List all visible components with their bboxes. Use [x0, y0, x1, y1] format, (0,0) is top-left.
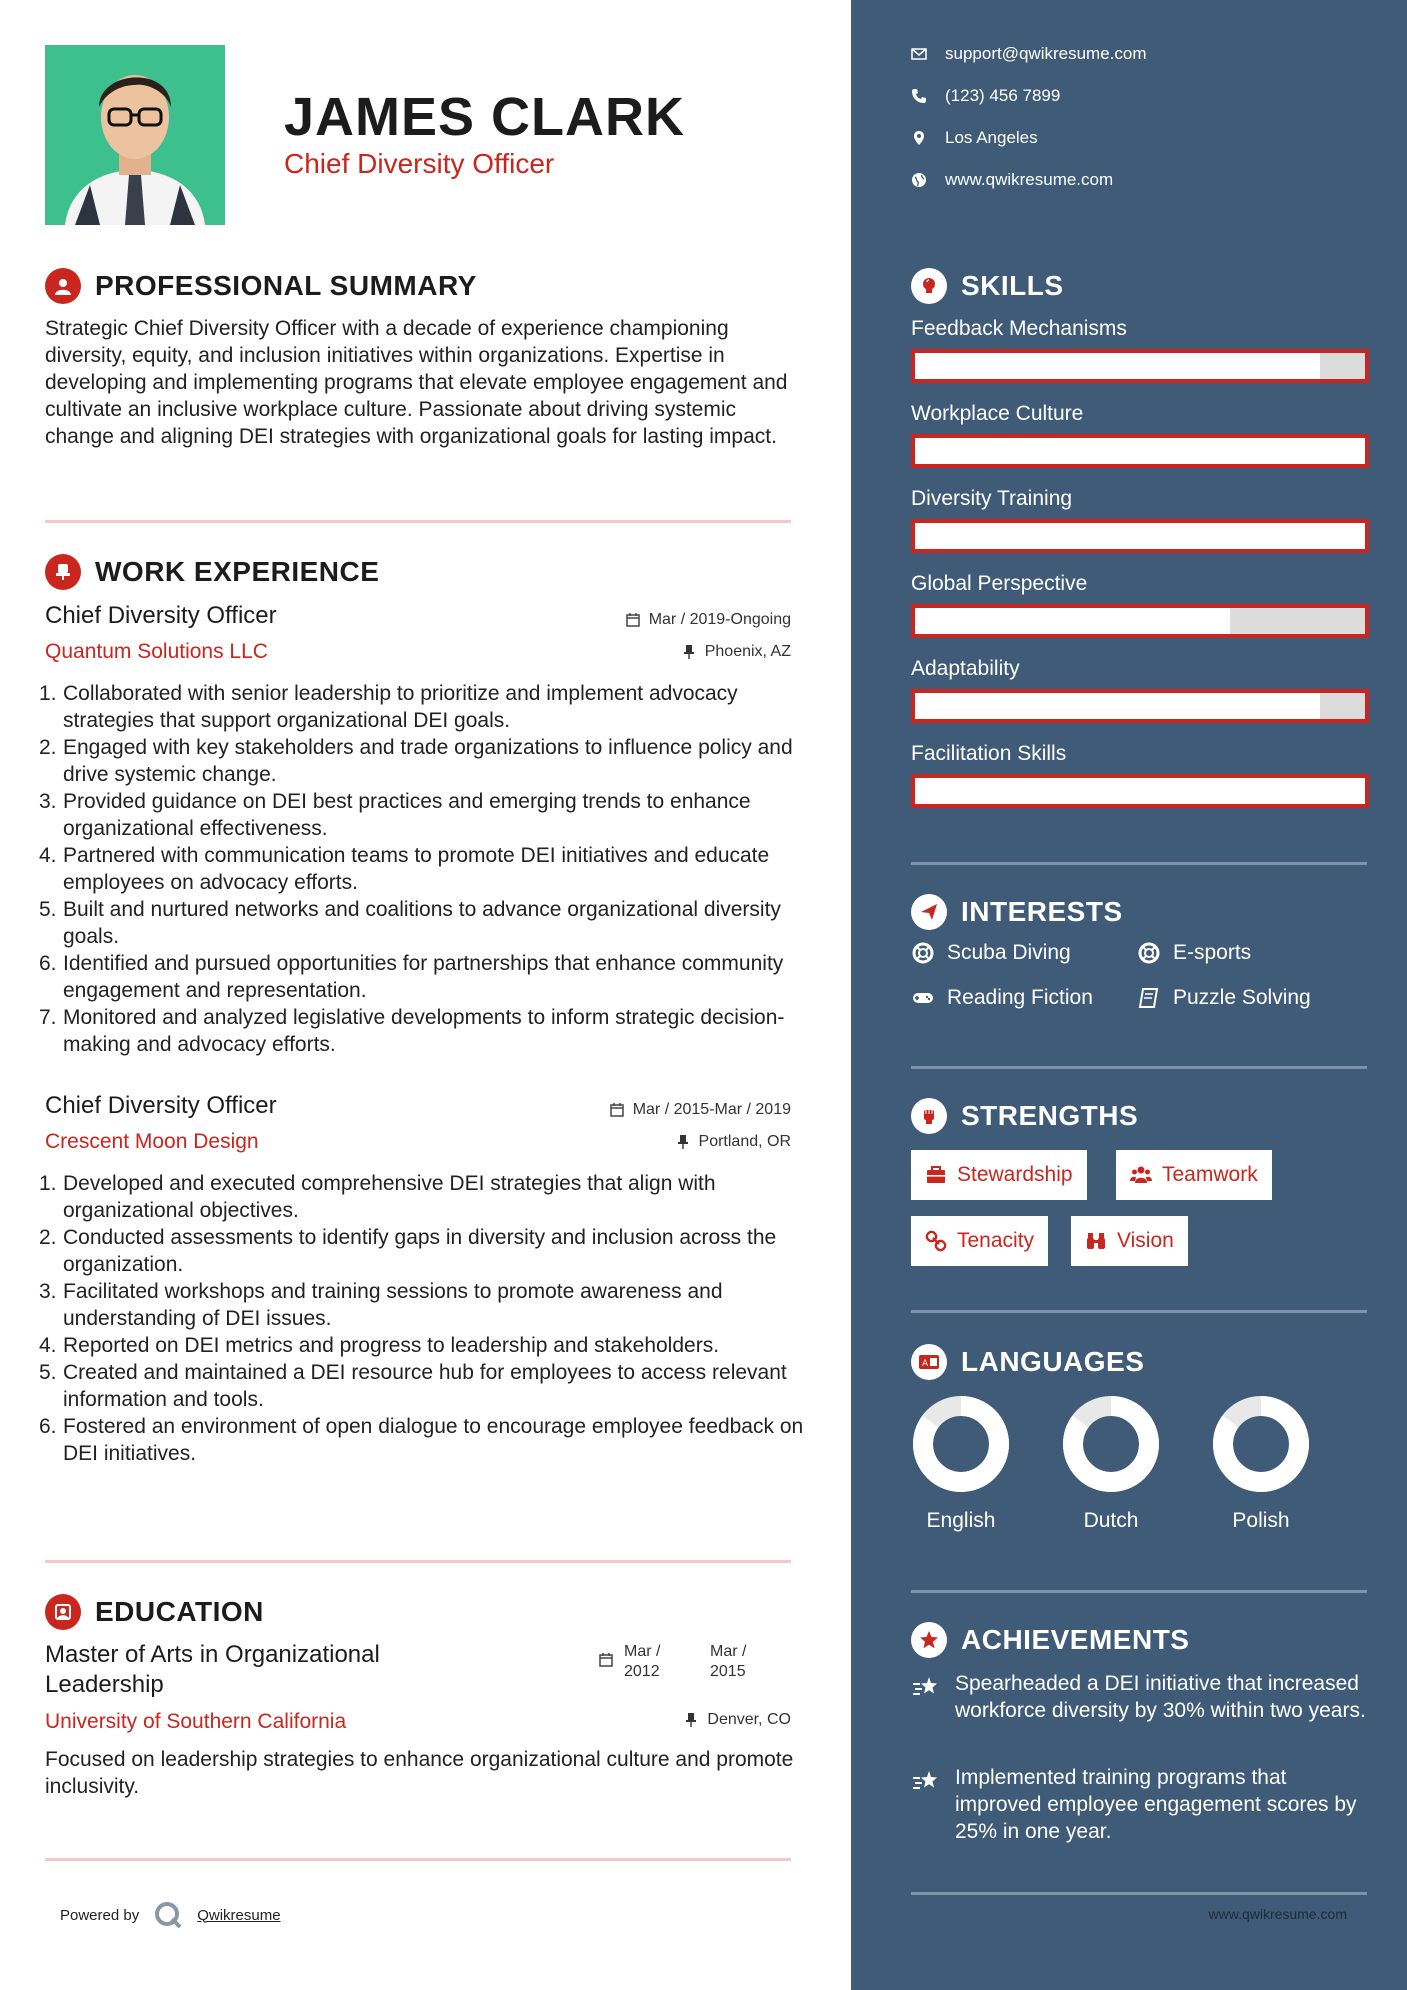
life-ring-icon	[1137, 941, 1161, 965]
achievement-text: Spearheaded a DEI initiative that increased workforce diversity by 30% within two years.	[955, 1672, 1366, 1722]
map-marker-icon	[911, 130, 927, 146]
pin-icon	[675, 1134, 691, 1150]
job-title: Chief Diversity Officer	[45, 1092, 277, 1119]
list-item: 5. Created and maintained a DEI resource hub for employees to access relevant information and tools.	[39, 1361, 787, 1411]
contact-email	[911, 44, 1147, 64]
interests-heading: INTERESTS	[961, 896, 1123, 927]
job-location	[675, 1133, 791, 1151]
school-name: University of Southern California	[45, 1710, 347, 1733]
users-icon	[1130, 1164, 1152, 1186]
interest-label: Reading Fiction	[947, 986, 1093, 1009]
achievement-item	[911, 1670, 1367, 1724]
qwikresume-logo-icon	[153, 1900, 183, 1930]
contact-phone	[911, 86, 1060, 106]
list-item: 4. Partnered with communication teams to promote DEI initiatives and educate employees on advocacy efforts.	[39, 844, 770, 894]
fist-icon	[911, 1098, 947, 1134]
strengths-heading: STRENGTHS	[961, 1100, 1139, 1131]
skill-name: Adaptability	[911, 657, 1020, 680]
language-item	[906, 1396, 1016, 1533]
job-date	[609, 1101, 791, 1119]
strength-label: Stewardship	[957, 1163, 1073, 1186]
calendar-icon	[609, 1102, 625, 1118]
skill-name: Facilitation Skills	[911, 742, 1067, 765]
powered-by-label: Powered by	[60, 1906, 140, 1924]
contact-website-text[interactable]: www.qwikresume.com	[945, 170, 1114, 189]
language-donut-chart	[1063, 1396, 1159, 1492]
link-icon	[925, 1230, 947, 1252]
skill-bar	[911, 519, 1369, 553]
company-name: Crescent Moon Design	[45, 1130, 259, 1153]
skills-heading: SKILLS	[961, 270, 1064, 301]
language-donut-chart	[913, 1396, 1009, 1492]
phone-icon	[911, 88, 927, 104]
interests-section-header	[911, 894, 1123, 930]
calendar-icon	[598, 1652, 614, 1668]
user-icon	[45, 268, 81, 304]
book-icon	[1137, 986, 1161, 1010]
strength-badge	[911, 1216, 1048, 1266]
company-name: Quantum Solutions LLC	[45, 640, 268, 663]
envelope-icon	[911, 46, 927, 62]
skill-name: Global Perspective	[911, 572, 1088, 595]
translate-icon	[911, 1344, 947, 1380]
powered-by-brand-link[interactable]: Qwikresume	[197, 1906, 281, 1924]
job-title: Chief Diversity Officer	[45, 602, 277, 629]
star-badge-icon	[911, 1622, 947, 1658]
skill-bar-fill	[915, 608, 1230, 634]
achievements-heading: ACHIEVEMENTS	[961, 1624, 1190, 1655]
degree-title: Master of Arts in Organizational Leadership	[45, 1641, 380, 1698]
interest-item	[1137, 986, 1311, 1010]
list-item: 5. Built and nurtured networks and coalitions to advance organizational diversity goals.	[39, 898, 781, 948]
interest-label: Puzzle Solving	[1173, 986, 1311, 1009]
language-name: Dutch	[1083, 1509, 1139, 1532]
edu-location-text: Denver, CO	[707, 1711, 791, 1728]
skills-section-header	[911, 268, 1064, 304]
skill-bar	[911, 689, 1369, 723]
shooting-star-icon	[911, 1766, 941, 1796]
edu-end-date: Mar / 2015	[710, 1643, 747, 1680]
strength-badge	[1071, 1216, 1188, 1266]
binoculars-icon	[1085, 1230, 1107, 1252]
section-divider	[45, 1560, 791, 1563]
skill-name: Workplace Culture	[911, 402, 1084, 425]
strength-label: Vision	[1117, 1229, 1174, 1252]
pin-icon	[683, 1712, 699, 1728]
gamepad-icon	[911, 986, 935, 1010]
languages-section-header	[911, 1344, 1144, 1380]
achievement-text: Implemented training programs that improved employee engagement scores by 25% in one year.	[955, 1766, 1357, 1843]
pin-icon	[681, 644, 697, 660]
summary-section-header	[45, 268, 477, 304]
strength-badge	[1116, 1150, 1272, 1200]
interest-label: Scuba Diving	[947, 941, 1071, 964]
language-name: English	[926, 1509, 996, 1532]
calendar-icon	[625, 612, 641, 628]
svg-text:A: A	[922, 1359, 929, 1369]
summary-heading: PROFESSIONAL SUMMARY	[95, 270, 477, 301]
office-chair-icon	[45, 554, 81, 590]
language-donut-chart	[1213, 1396, 1309, 1492]
skill-name: Diversity Training	[911, 487, 1073, 510]
list-item: 3. Provided guidance on DEI best practices and emerging trends to enhance organizational effectiveness.	[39, 790, 751, 840]
summary-text: Strategic Chief Diversity Officer with a decade of experience championing diversity, equity, and inclusion initiatives within organizations. Expertise in developing and implementing programs that elevate employee engagement and cultivate an inclusive workplace culture. Passionate about driving systemic change and aligning DEI strategies with organizational goals for lasting impact.	[45, 317, 788, 448]
lightbulb-icon	[911, 268, 947, 304]
list-item: 7. Monitored and analyzed legislative developments to inform strategic decision-making and advocacy efforts.	[39, 1006, 785, 1056]
list-item: 1. Developed and executed comprehensive DEI strategies that align with organizational objectives.	[39, 1172, 716, 1222]
skill-bar-fill	[915, 353, 1320, 379]
list-item: 2. Conducted assessments to identify gaps in diversity and inclusion across the organization.	[39, 1226, 777, 1276]
education-section-header	[45, 1594, 264, 1630]
skill-bar	[911, 604, 1369, 638]
job-bullets	[39, 1170, 805, 1467]
footer-url[interactable]: www.qwikresume.com	[1208, 1906, 1347, 1922]
graduate-icon	[45, 1594, 81, 1630]
interest-label: E-sports	[1173, 941, 1252, 964]
job-location	[681, 643, 791, 661]
list-item: 4. Reported on DEI metrics and progress to leadership and stakeholders.	[39, 1334, 720, 1357]
life-ring-icon	[911, 941, 935, 965]
skill-bar	[911, 349, 1369, 383]
section-divider	[911, 1066, 1367, 1069]
globe-icon	[911, 172, 927, 188]
section-divider	[911, 862, 1367, 865]
skill-bar	[911, 774, 1369, 808]
skill-bar-fill	[915, 438, 1365, 464]
strengths-section-header	[911, 1098, 1138, 1134]
experience-heading: WORK EXPERIENCE	[95, 556, 380, 587]
edu-location	[683, 1711, 791, 1729]
list-item: 1. Collaborated with senior leadership to prioritize and implement advocacy strategies that support organizational DEI goals.	[39, 682, 738, 732]
skill-bar-fill	[915, 778, 1365, 804]
education-heading: EDUCATION	[95, 1596, 264, 1627]
list-item: 3. Facilitated workshops and training sessions to promote awareness and understanding of DEI issues.	[39, 1280, 723, 1330]
profile-photo	[45, 45, 225, 225]
strength-label: Tenacity	[957, 1229, 1035, 1252]
contact-location	[911, 128, 1038, 148]
language-item	[1206, 1396, 1316, 1533]
job-bullets	[39, 680, 805, 1058]
section-divider	[911, 1590, 1367, 1593]
contact-website	[911, 170, 1113, 190]
achievements-section-header	[911, 1622, 1189, 1658]
achievement-item	[911, 1764, 1367, 1845]
skill-bar-fill	[915, 523, 1365, 549]
paper-plane-icon	[911, 894, 947, 930]
section-divider	[911, 1310, 1367, 1313]
sidebar	[851, 0, 1407, 1990]
interest-item	[1137, 941, 1251, 965]
briefcase-icon	[925, 1164, 947, 1186]
job-date	[625, 611, 791, 629]
interest-item	[911, 941, 1071, 965]
candidate-name: JAMES CLARK	[284, 87, 686, 147]
job-location-text: Portland, OR	[698, 1133, 791, 1150]
candidate-title: Chief Diversity Officer	[284, 148, 555, 179]
strength-badge	[911, 1150, 1087, 1200]
list-item: 2. Engaged with key stakeholders and trade organizations to influence policy and drive systemic change.	[39, 736, 793, 786]
language-name: Polish	[1232, 1509, 1290, 1532]
section-divider	[45, 520, 791, 523]
skill-name: Feedback Mechanisms	[911, 317, 1127, 340]
shooting-star-icon	[911, 1672, 941, 1702]
edu-description: Focused on leadership strategies to enhance organizational culture and promote inclusivity.	[45, 1748, 794, 1798]
list-item: 6. Fostered an environment of open dialogue to encourage employee feedback on DEI initiatives.	[39, 1415, 804, 1465]
languages-heading: LANGUAGES	[961, 1346, 1145, 1377]
interest-item	[911, 986, 1093, 1010]
skill-bar-fill	[915, 693, 1320, 719]
skill-bar	[911, 434, 1369, 468]
list-item: 6. Identified and pursued opportunities for partnerships that enhance community engagement and representation.	[39, 952, 784, 1002]
section-divider	[911, 1892, 1367, 1895]
powered-by	[60, 1900, 281, 1930]
experience-section-header	[45, 554, 379, 590]
contact-location-text: Los Angeles	[945, 128, 1038, 147]
contact-phone-text[interactable]: (123) 456 7899	[945, 86, 1061, 105]
language-item	[1056, 1396, 1166, 1533]
job-date-text: Mar / 2015-Mar / 2019	[632, 1101, 791, 1118]
strength-label: Teamwork	[1162, 1163, 1258, 1186]
job-date-text: Mar / 2019-Ongoing	[648, 611, 791, 628]
edu-start-date: Mar / 2012	[624, 1643, 661, 1680]
job-location-text: Phoenix, AZ	[704, 643, 791, 660]
section-divider	[45, 1858, 791, 1861]
contact-email-text[interactable]: support@qwikresume.com	[945, 44, 1147, 63]
